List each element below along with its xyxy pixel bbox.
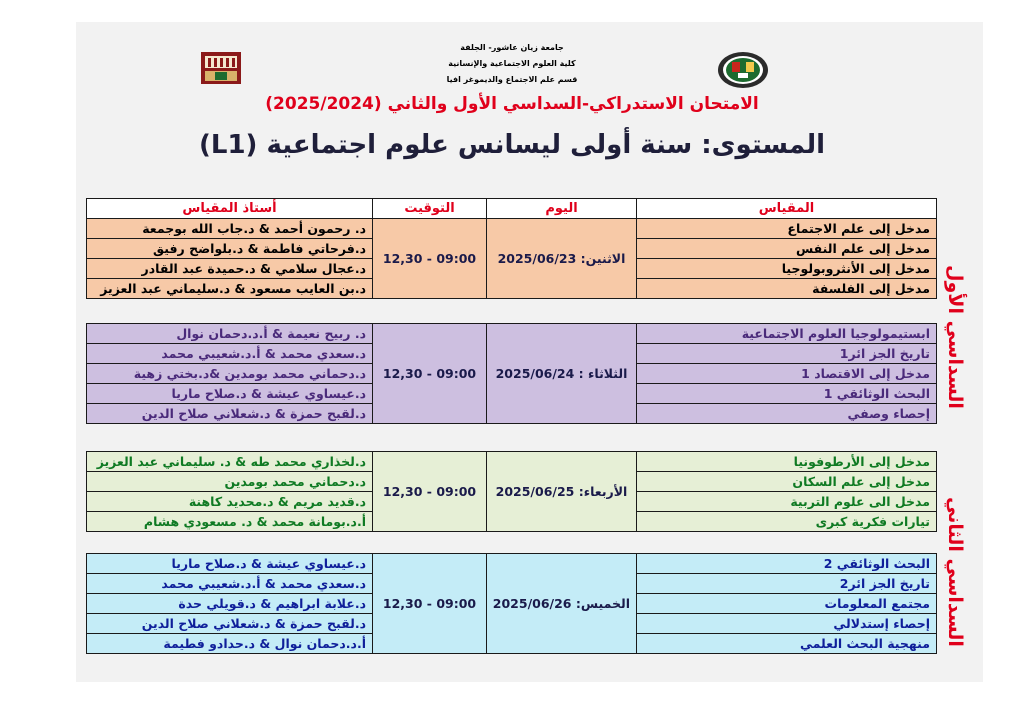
professor-cell: أ.د.بومانة محمد & د. مسعودي هشام [87,512,373,532]
semester-label-first: السداسي الأول [944,265,966,409]
subject-cell: البحث الوثائقي 1 [637,384,937,404]
page-header [0,30,1024,94]
professor-cell: د.لقبح حمزة & د.شعلاني صلاح الدين [87,614,373,634]
university-name: جامعة زيان عاشور- الجلفة [460,43,564,52]
subject-cell: مدخل إلى الفلسفة [637,279,937,299]
subject-cell: مجتمع المعلومات [637,594,937,614]
professor-cell: د.قديد مريم & د.محديد كاهنة [87,492,373,512]
time-cell: 09:00 - 12,30 [373,554,487,654]
level-title [0,130,1024,160]
professor-cell: د.عجال سلامي & د.حميدة عبد القادر [87,259,373,279]
table-row [87,554,937,574]
schedule-table-wednesday [86,451,937,532]
professor-cell: د.فرحاتي فاطمة & د.بلواضح رفيق [87,239,373,259]
professor-cell: د. رحمون أحمد & د.جاب الله بوجمعة [87,219,373,239]
professor-cell: د.علابة ابراهيم & د.قويلي حدة [87,594,373,614]
professor-cell: د. ربيح نعيمة & أ.د.دحمان نوال [87,324,373,344]
subject-cell: تيارات فكرية كبرى [637,512,937,532]
table-row [87,219,937,239]
header-day: اليوم [487,199,637,219]
time-cell: 09:00 - 12,30 [373,324,487,424]
subject-cell: مدخل إلى الأنثروبولوجيا [637,259,937,279]
subject-cell: مدخل إلى علم النفس [637,239,937,259]
schedule-table-monday [86,198,937,299]
university-building-logo-icon [197,50,245,86]
schedule-table-tuesday [86,323,937,424]
professor-cell: د.لقبح حمزة & د.شعلاني صلاح الدين [87,404,373,424]
day-cell: الخميس: 2025/06/26 [487,554,637,654]
professor-cell: د.عيساوي عيشة & د.صلاح ماريا [87,554,373,574]
subject-cell: تاريخ الجز ائر2 [637,574,937,594]
subject-cell: منهجية البحث العلمي [637,634,937,654]
faculty-name: كلية العلوم الاجتماعية والإنسانية [448,59,576,68]
header-professor: أستاذ المقياس [87,199,373,219]
level-title-text: المستوى: سنة أولى ليسانس علوم اجتماعية [266,130,825,160]
day-cell: الأربعاء: 2025/06/25 [487,452,637,532]
subject-cell: مدخل إلى الأرطوفونيا [637,452,937,472]
table-row [87,324,937,344]
day-cell: الاثنين: 2025/06/23 [487,219,637,299]
subject-cell: إحصاء إستدلالي [637,614,937,634]
table-header-row [87,199,937,219]
day-cell: الثلاثاء : 2025/06/24 [487,324,637,424]
professor-cell: د.دحماني محمد بومدين [87,472,373,492]
subject-cell: ابستيمولوجيا العلوم الاجتماعية [637,324,937,344]
professor-cell: د.سعدي محمد & أ.د.شعيبي محمد [87,574,373,594]
round-emblem-logo-icon [716,50,770,90]
subject-cell: مدخل إلى علم السكان [637,472,937,492]
professor-cell: أ.د.دحمان نوال & د.حدادو فطيمة [87,634,373,654]
department-name: قسم علم الاجتماع والديموغر افيا [446,75,578,84]
subject-cell: مدخل الى علوم التربية [637,492,937,512]
exam-title: الامتحان الاستدراكي-السداسي الأول والثاني (2025/2024) [265,94,759,114]
level-code: (L1) [199,130,258,160]
header-subject: المقياس [637,199,937,219]
professor-cell: د.بن العايب مسعود & د.سليماني عبد العزيز [87,279,373,299]
professor-cell: د.عيساوي عيشة & د.صلاح ماريا [87,384,373,404]
time-cell: 09:00 - 12,30 [373,219,487,299]
subject-cell: إحصاء وصفي [637,404,937,424]
time-cell: 09:00 - 12,30 [373,452,487,532]
professor-cell: د.سعدي محمد & أ.د.شعيبي محمد [87,344,373,364]
subject-cell: البحث الوثائقي 2 [637,554,937,574]
semester-label-second: السداسي الثاني [944,497,966,647]
subject-cell: مدخل إلى علم الاجتماع [637,219,937,239]
schedule-table-thursday [86,553,937,654]
subject-cell: تاريخ الجز ائر1 [637,344,937,364]
header-time: التوقيت [373,199,487,219]
institution-block [412,40,612,88]
table-row [87,452,937,472]
professor-cell: د.لخذاري محمد طه & د. سليماني عبد العزيز [87,452,373,472]
professor-cell: د.دحماني محمد بومدين &د.بختي زهية [87,364,373,384]
subject-cell: مدخل إلى الاقتصاد 1 [637,364,937,384]
